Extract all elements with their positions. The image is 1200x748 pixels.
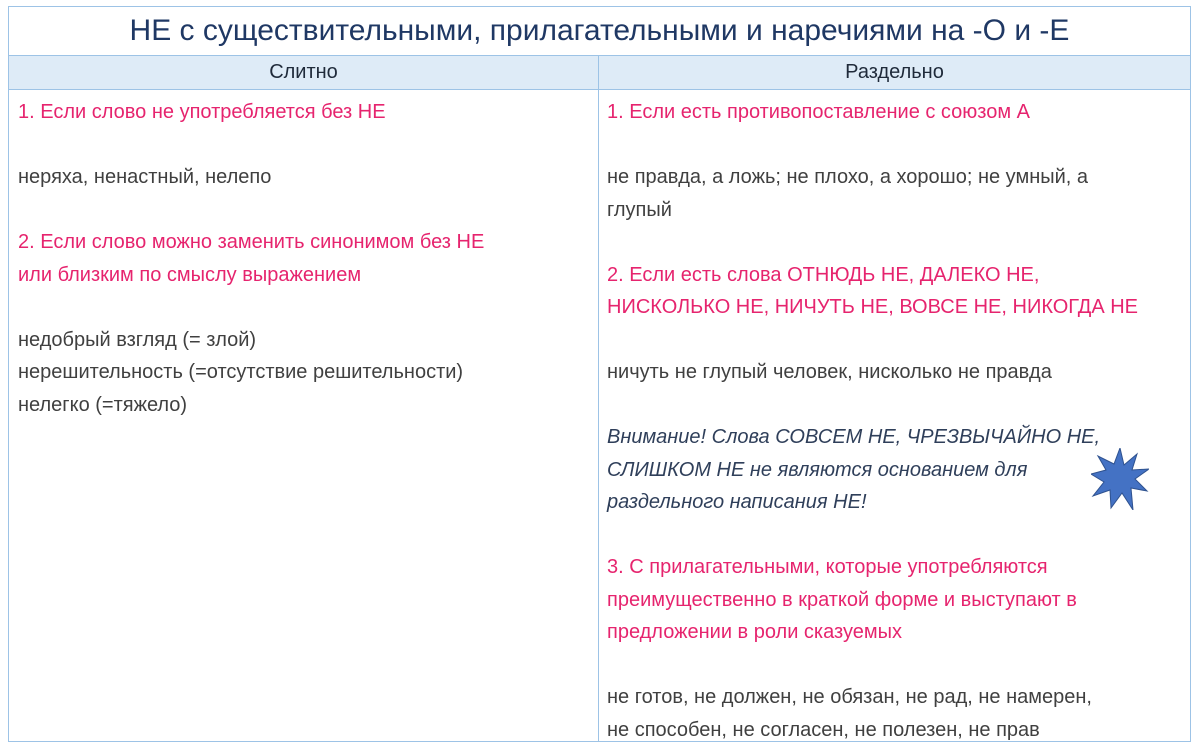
rules-table (8, 6, 1191, 742)
right-example-3-line-1: не готов, не должен, не обязан, не рад, не намерен, (607, 686, 1092, 708)
table-body (9, 90, 1190, 742)
attention-note-line-1: Внимание! Слова СОВСЕМ НЕ, ЧРЕЗВЫЧАЙНО НЕ, (607, 426, 1101, 448)
right-example-2: ничуть не глупый человек, нисколько не правда (607, 361, 1052, 383)
star-burst-icon (1091, 448, 1149, 510)
left-example-2-line-2: нерешительность (=отсутствие решительности) (18, 361, 464, 383)
right-example-1-line-1: не правда, а ложь; не плохо, а хорошо; не умный, а (607, 166, 1089, 188)
right-rule-3-line-3: предложении в роли сказуемых (607, 621, 902, 643)
right-rule-3-line-1: 3. С прилагательными, которые употребляются (607, 556, 1048, 578)
left-examples-1: неряха, ненастный, нелепо (18, 166, 272, 188)
right-rule-1: 1. Если есть противопоставление с союзом А (607, 101, 1030, 123)
left-rule-2-line-2: или близким по смыслу выражением (18, 263, 362, 286)
page-title: НЕ с существительными, прилагательными и наречиями на -О и -Е (9, 7, 1190, 56)
right-rule-2-line-1: 2. Если есть слова ОТНЮДЬ НЕ, ДАЛЕКО НЕ, (607, 263, 1040, 286)
together-cell (9, 90, 599, 742)
left-rule-1: 1. Если слово не употребляется без НЕ (18, 101, 386, 123)
right-example-3-line-2: не способен, не согласен, не полезен, не прав (607, 718, 1040, 741)
left-example-2-line-3: нелегко (=тяжело) (18, 393, 188, 416)
right-example-1-line-2: глупый (607, 198, 672, 221)
right-rule-3-line-2: преимущественно в краткой форме и выступают в (607, 588, 1077, 611)
right-rule-2-line-2: НИСКОЛЬКО НЕ, НИЧУТЬ НЕ, ВОВСЕ НЕ, НИКОГДА НЕ (607, 296, 1139, 318)
attention-note-line-3: раздельного написания НЕ! (607, 491, 867, 513)
column-header-together: Слитно (9, 56, 599, 89)
left-example-2-line-1: недобрый взгляд (= злой) (18, 328, 257, 351)
attention-note-line-2: СЛИШКОМ НЕ не являются основанием для (607, 458, 1028, 481)
table-header (9, 56, 1190, 90)
separately-cell (599, 90, 1190, 742)
column-header-separately: Раздельно (845, 61, 944, 83)
left-rule-2-line-1: 2. Если слово можно заменить синонимом без НЕ (18, 231, 485, 253)
